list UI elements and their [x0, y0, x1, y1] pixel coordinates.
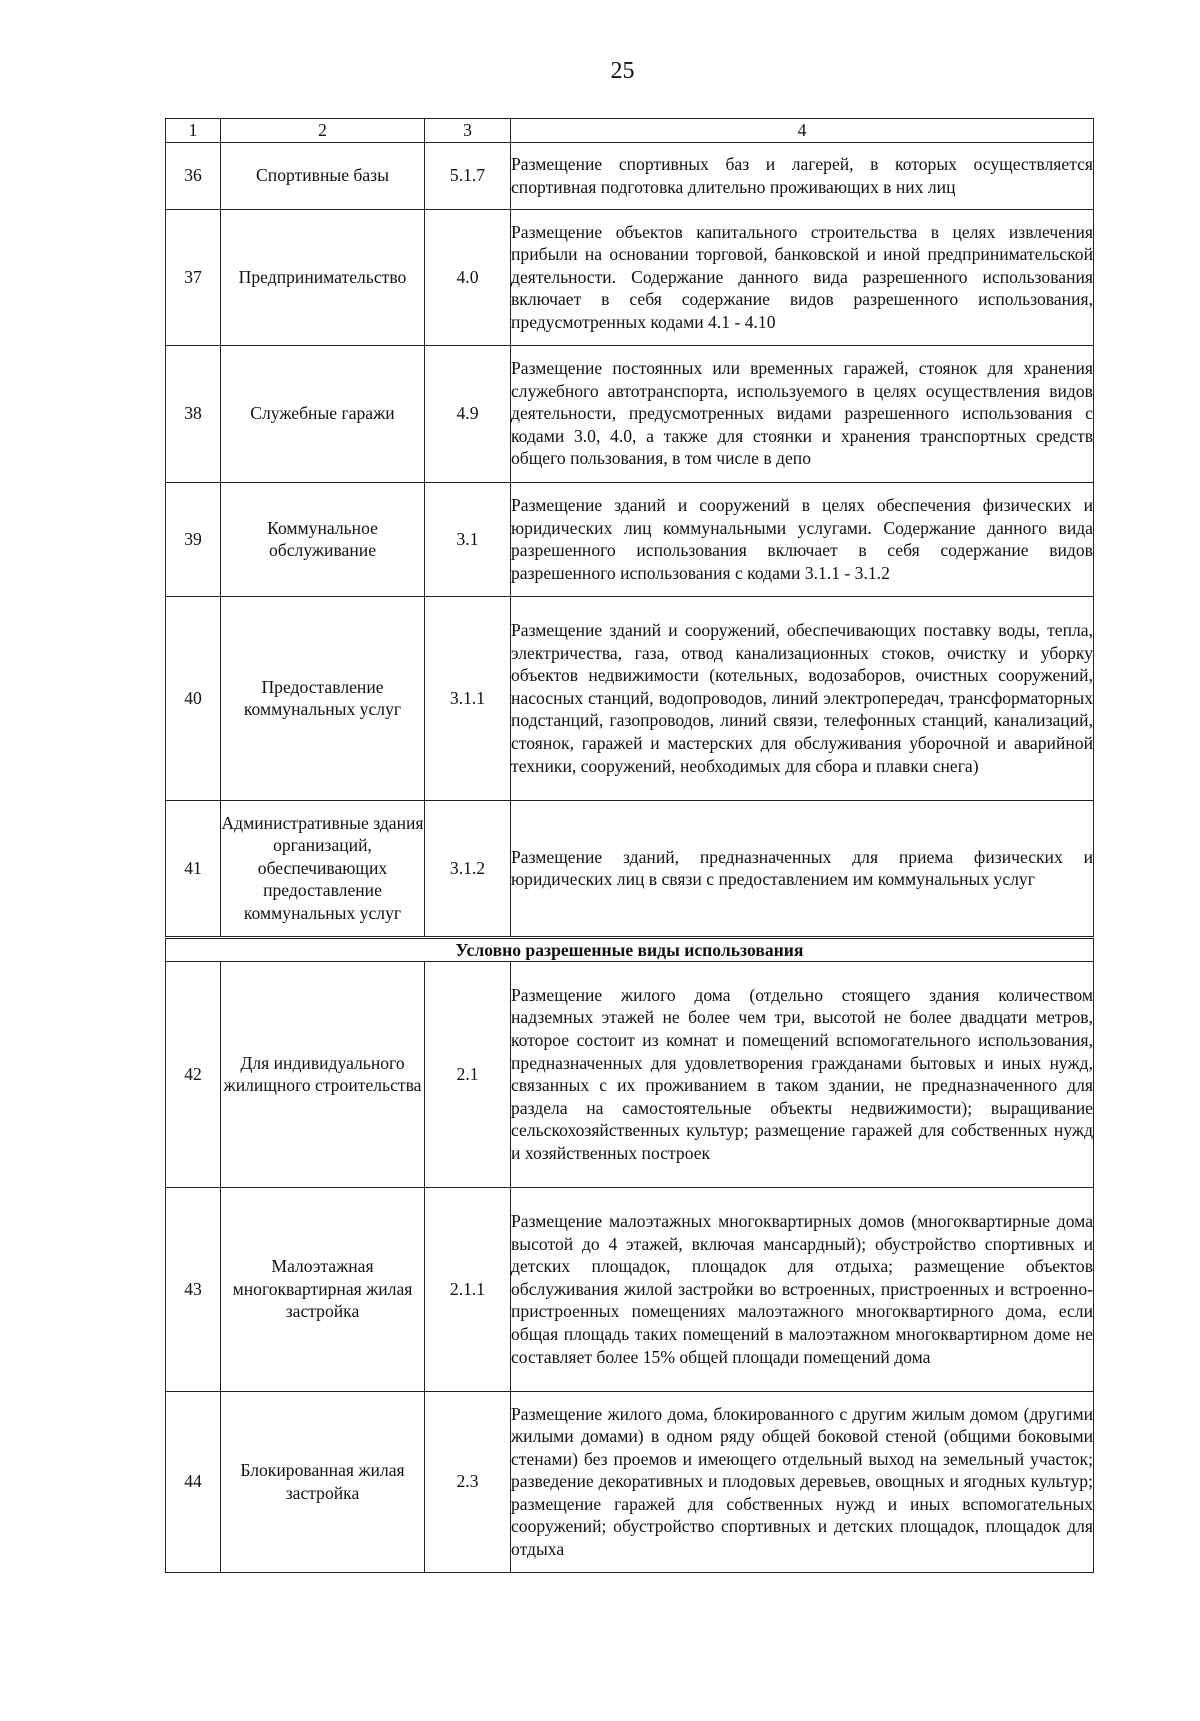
table-row [166, 1187, 1094, 1391]
use-type-code: 2.1.1 [425, 1187, 511, 1391]
land-use-table [165, 118, 1094, 1573]
use-type-code: 3.1.2 [425, 800, 511, 937]
use-type-description: Размещение объектов капитального строительства в целях извлечения прибыли на основании торговой, банковской и иной предпринимательской деятельности. Содержание данного вида разрешенного использования включает в себя содержание видов разрешенного использования, предусмотренных кодами 4.1 - 4.10 [511, 209, 1094, 345]
use-type-code: 4.9 [425, 345, 511, 482]
table-row [166, 961, 1094, 1187]
row-number: 41 [166, 800, 221, 937]
row-number: 42 [166, 961, 221, 1187]
use-type-description: Размещение спортивных баз и лагерей, в которых осуществляется спортивная подготовка длительно проживающих в них лиц [511, 142, 1094, 209]
section-title: Условно разрешенные виды использования [166, 937, 1094, 961]
column-header: 3 [425, 119, 511, 143]
table-row [166, 800, 1094, 937]
row-number: 38 [166, 345, 221, 482]
use-type-code: 5.1.7 [425, 142, 511, 209]
use-type-code: 3.1 [425, 482, 511, 596]
use-type-name: Предпринимательство [221, 209, 425, 345]
row-number: 40 [166, 596, 221, 800]
table-row [166, 345, 1094, 482]
use-type-name: Предоставление коммунальных услуг [221, 596, 425, 800]
column-header: 1 [166, 119, 221, 143]
column-number-row [166, 119, 1094, 143]
use-type-name: Блокированная жилая застройка [221, 1391, 425, 1572]
page-number: 25 [610, 58, 635, 84]
use-type-name: Административные здания организаций, обеспечивающих предоставление коммунальных услуг [221, 800, 425, 937]
use-type-code: 4.0 [425, 209, 511, 345]
row-number: 39 [166, 482, 221, 596]
use-type-name: Для индивидуального жилищного строительства [221, 961, 425, 1187]
use-type-name: Малоэтажная многоквартирная жилая застройка [221, 1187, 425, 1391]
table-row [166, 482, 1094, 596]
use-type-description: Размещение зданий и сооружений, обеспечивающих поставку воды, тепла, электричества, газа, отвод канализационных стоков, очистку и уборку объектов недвижимости (котельных, водозаборов, очистных сооружений, насосных станций, водопроводов, линий электропередач, трансформаторных подстанций, газопроводов, линий связи, телефонных станций, канализаций, стоянок, гаражей и мастерских для обслуживания уборочной и аварийной техники, сооружений, необходимых для сбора и плавки снега) [511, 596, 1094, 800]
row-number: 36 [166, 142, 221, 209]
row-number: 37 [166, 209, 221, 345]
use-type-name: Спортивные базы [221, 142, 425, 209]
use-type-name: Коммунальное обслуживание [221, 482, 425, 596]
use-type-description: Размещение жилого дома, блокированного с другим жилым домом (другими жилыми домами) в одном ряду общей боковой стеной (общими боковыми стенами) без проемов и имеющего отдельный выход на земельный участок; разведение декоративных и плодовых деревьев, овощных и ягодных культур; размещение гаражей для собственных нужд и иных вспомогательных сооружений; обустройство спортивных и детских площадок, площадок для отдыха [511, 1391, 1094, 1572]
section-header-row [166, 937, 1094, 961]
use-type-description: Размещение зданий, предназначенных для приема физических и юридических лиц в связи с предоставлением им коммунальных услуг [511, 800, 1094, 937]
use-type-code: 2.3 [425, 1391, 511, 1572]
row-number: 43 [166, 1187, 221, 1391]
use-type-code: 3.1.1 [425, 596, 511, 800]
use-type-code: 2.1 [425, 961, 511, 1187]
use-type-description: Размещение жилого дома (отдельно стоящего здания количеством надземных этажей не более чем три, высотой не более двадцати метров, которое состоит из комнат и помещений вспомогательного использования, предназначенных для удовлетворения гражданами бытовых и иных нужд, связанных с их проживанием в таком здании, не предназначенного для раздела на самостоятельные объекты недвижимости); выращивание сельскохозяйственных культур; размещение гаражей для собственных нужд и хозяйственных построек [511, 961, 1094, 1187]
table-row [166, 209, 1094, 345]
use-type-description: Размещение постоянных или временных гаражей, стоянок для хранения служебного автотранспорта, используемого в целях осуществления видов деятельности, предусмотренных видами разрешенного использования с кодами 3.0, 4.0, а также для стоянки и хранения транспортных средств общего пользования, в том числе в депо [511, 345, 1094, 482]
column-header: 4 [511, 119, 1094, 143]
use-type-description: Размещение малоэтажных многоквартирных домов (многоквартирные дома высотой до 4 этажей, включая мансардный); обустройство спортивных и детских площадок, площадок для отдыха; размещение объектов обслуживания жилой застройки во встроенных, пристроенных и встроенно-пристроенных помещениях малоэтажного многоквартирного дома, если общая площадь таких помещений в малоэтажном многоквартирном доме не составляет более 15% общей площади помещений дома [511, 1187, 1094, 1391]
column-header: 2 [221, 119, 425, 143]
use-type-description: Размещение зданий и сооружений в целях обеспечения физических и юридических лиц коммунальными услугами. Содержание данного вида разрешенного использования включает в себя содержание видов разрешенного использования с кодами 3.1.1 - 3.1.2 [511, 482, 1094, 596]
table-row [166, 1391, 1094, 1572]
table-row [166, 142, 1094, 209]
use-type-name: Служебные гаражи [221, 345, 425, 482]
row-number: 44 [166, 1391, 221, 1572]
table-row [166, 596, 1094, 800]
